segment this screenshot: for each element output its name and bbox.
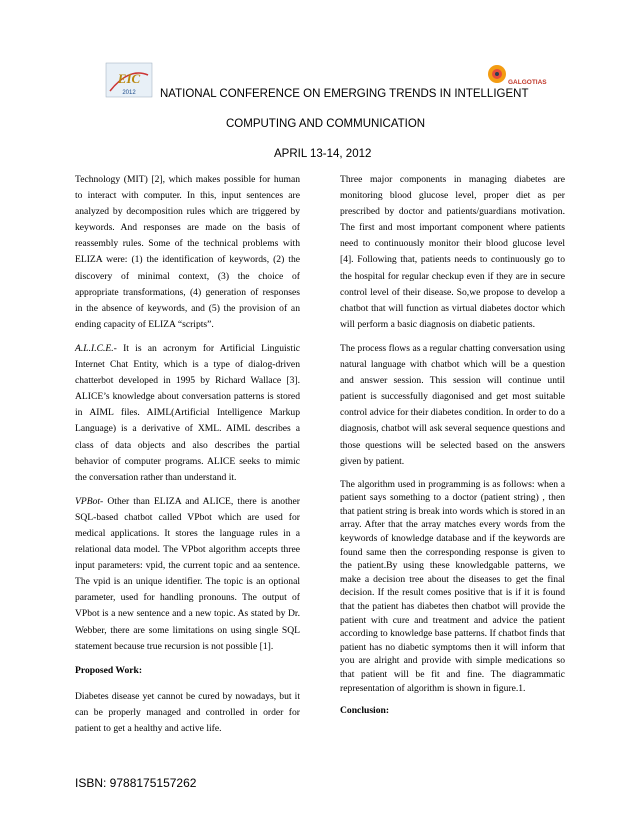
conference-title-line1: NATIONAL CONFERENCE ON EMERGING TRENDS IN INTELLIGENT bbox=[160, 88, 529, 100]
alice-term: A.L.I.C.E. bbox=[75, 342, 114, 354]
alice-text: - It is an acronym for Artificial Linguistic Internet Chat Entity, which is a type of dialog-driven chatterbot developed in 1995 by Richard Wallace [3]. ALICE’s knowledge about conversation patterns is stored in AIML files. AIML(Artificial Intelligence Markup Language) is a derivative of XML. AIML describes a class of data objects and also describes the partial behavior of computer programs. ALICE seeks to mimic the conversation rather than understand it. bbox=[75, 342, 300, 483]
conference-date: APRIL 13-14, 2012 bbox=[274, 148, 372, 160]
vpbot-term: VPBot bbox=[75, 495, 101, 507]
paragraph-eliza: Technology (MIT) [2], which makes possible for human to interact with computer. In this, input sentences are analyzed by decomposition rules which are triggered by keywords. And responses are made on the basis of reassembly rules. Some of the technical problems with ELIZA were: (1) the identification of keywords, (2) the discovery of minimal context, (3) the choice of appropriate transformations, (4) generation of responses in the absence of keywords, and (5) the provision of an ending capacity of ELIZA “scripts”. bbox=[75, 174, 300, 330]
paragraph-components: Three major components in managing diabetes are monitoring blood glucose level, proper diet as per prescribed by doctor and patients/guardians motivation. The first and most important component where patients need to continuously monitor their blood glucose level [4]. Following that, patients needs to continuously go to the hospital for regular checkup even if they are in secure control level of their disease. So,we propose to develop a chatbot that will function as virtual diabetes doctor which will perform a basic diagnosis on diabetic patients. bbox=[340, 174, 565, 330]
paragraph-alice bbox=[75, 341, 300, 486]
paragraph-vpbot bbox=[75, 494, 300, 655]
paragraph-algorithm: The algorithm used in programming is as follows: when a patient says something to a doctor (patient string) , then that patient string is break into words which is stored in an array. After that the array matches every words from the keywords of knowledge database and if the keywords are found same then the corresponding response is given to the patient.By using these knowledgable patterns, we make a decision tree about the diseases to get the final decision. If the result comes positive that is if it is found that the patient has diabetes then chatbot will provide the patient with cure and treatment and advice the patient according to knowledge base patterns. If chatbot finds that patient has no diabetic symptoms then it will inform that you are alright and provide with simple medications so that patient will be fit and fine. The diagrammatic representation of algorithm is shown in figure.1. bbox=[340, 478, 565, 694]
paragraph-diabetes: Diabetes disease yet cannot be cured by nowadays, but it can be properly managed and controlled in order for patient to get a healthy and active life. bbox=[75, 690, 300, 734]
right-column bbox=[340, 172, 565, 729]
paragraph-process: The process flows as a regular chatting conversation using natural language with chatbot which will be a question and answer session. This session will continue until patient is successfully diagonised and get most suitable control advice for their diabetes condition. In order to do a diagnosis, chatbot will ask several sequence questions and those questions will be selected based on the answers given by patient. bbox=[340, 342, 565, 467]
isbn-footer: ISBN: 9788175157262 bbox=[75, 776, 197, 790]
galgotias-logo bbox=[486, 63, 556, 87]
section-heading-proposed-work: Proposed Work: bbox=[75, 664, 143, 676]
section-heading-conclusion: Conclusion: bbox=[340, 705, 390, 717]
galgotias-logo-text: GALGOTIAS bbox=[508, 79, 547, 86]
conference-header bbox=[0, 55, 638, 165]
eicc-logo-text: EIC bbox=[117, 71, 141, 86]
eicc-logo-year: 2012 bbox=[122, 90, 136, 96]
eicc-logo bbox=[104, 61, 154, 99]
left-column bbox=[75, 172, 300, 745]
conference-title-line2: COMPUTING AND COMMUNICATION bbox=[226, 118, 426, 130]
vpbot-text: - Other than ELIZA and ALICE, there is another SQL-based chatbot called VPbot which are used for medical applications. It stores the language rules in a relational data model. The VPbot algorithm accepts three input parameters: vpid, the current topic and aa sentence. The vpid is an unique identifier. The topic is an optional parameter, used for handling pronouns. The output of VPbot is a new sentence and a new topic. As stated by Dr. Webber, there are some limitations on using single SQL statement because true recursion is not possible [1]. bbox=[75, 495, 300, 652]
